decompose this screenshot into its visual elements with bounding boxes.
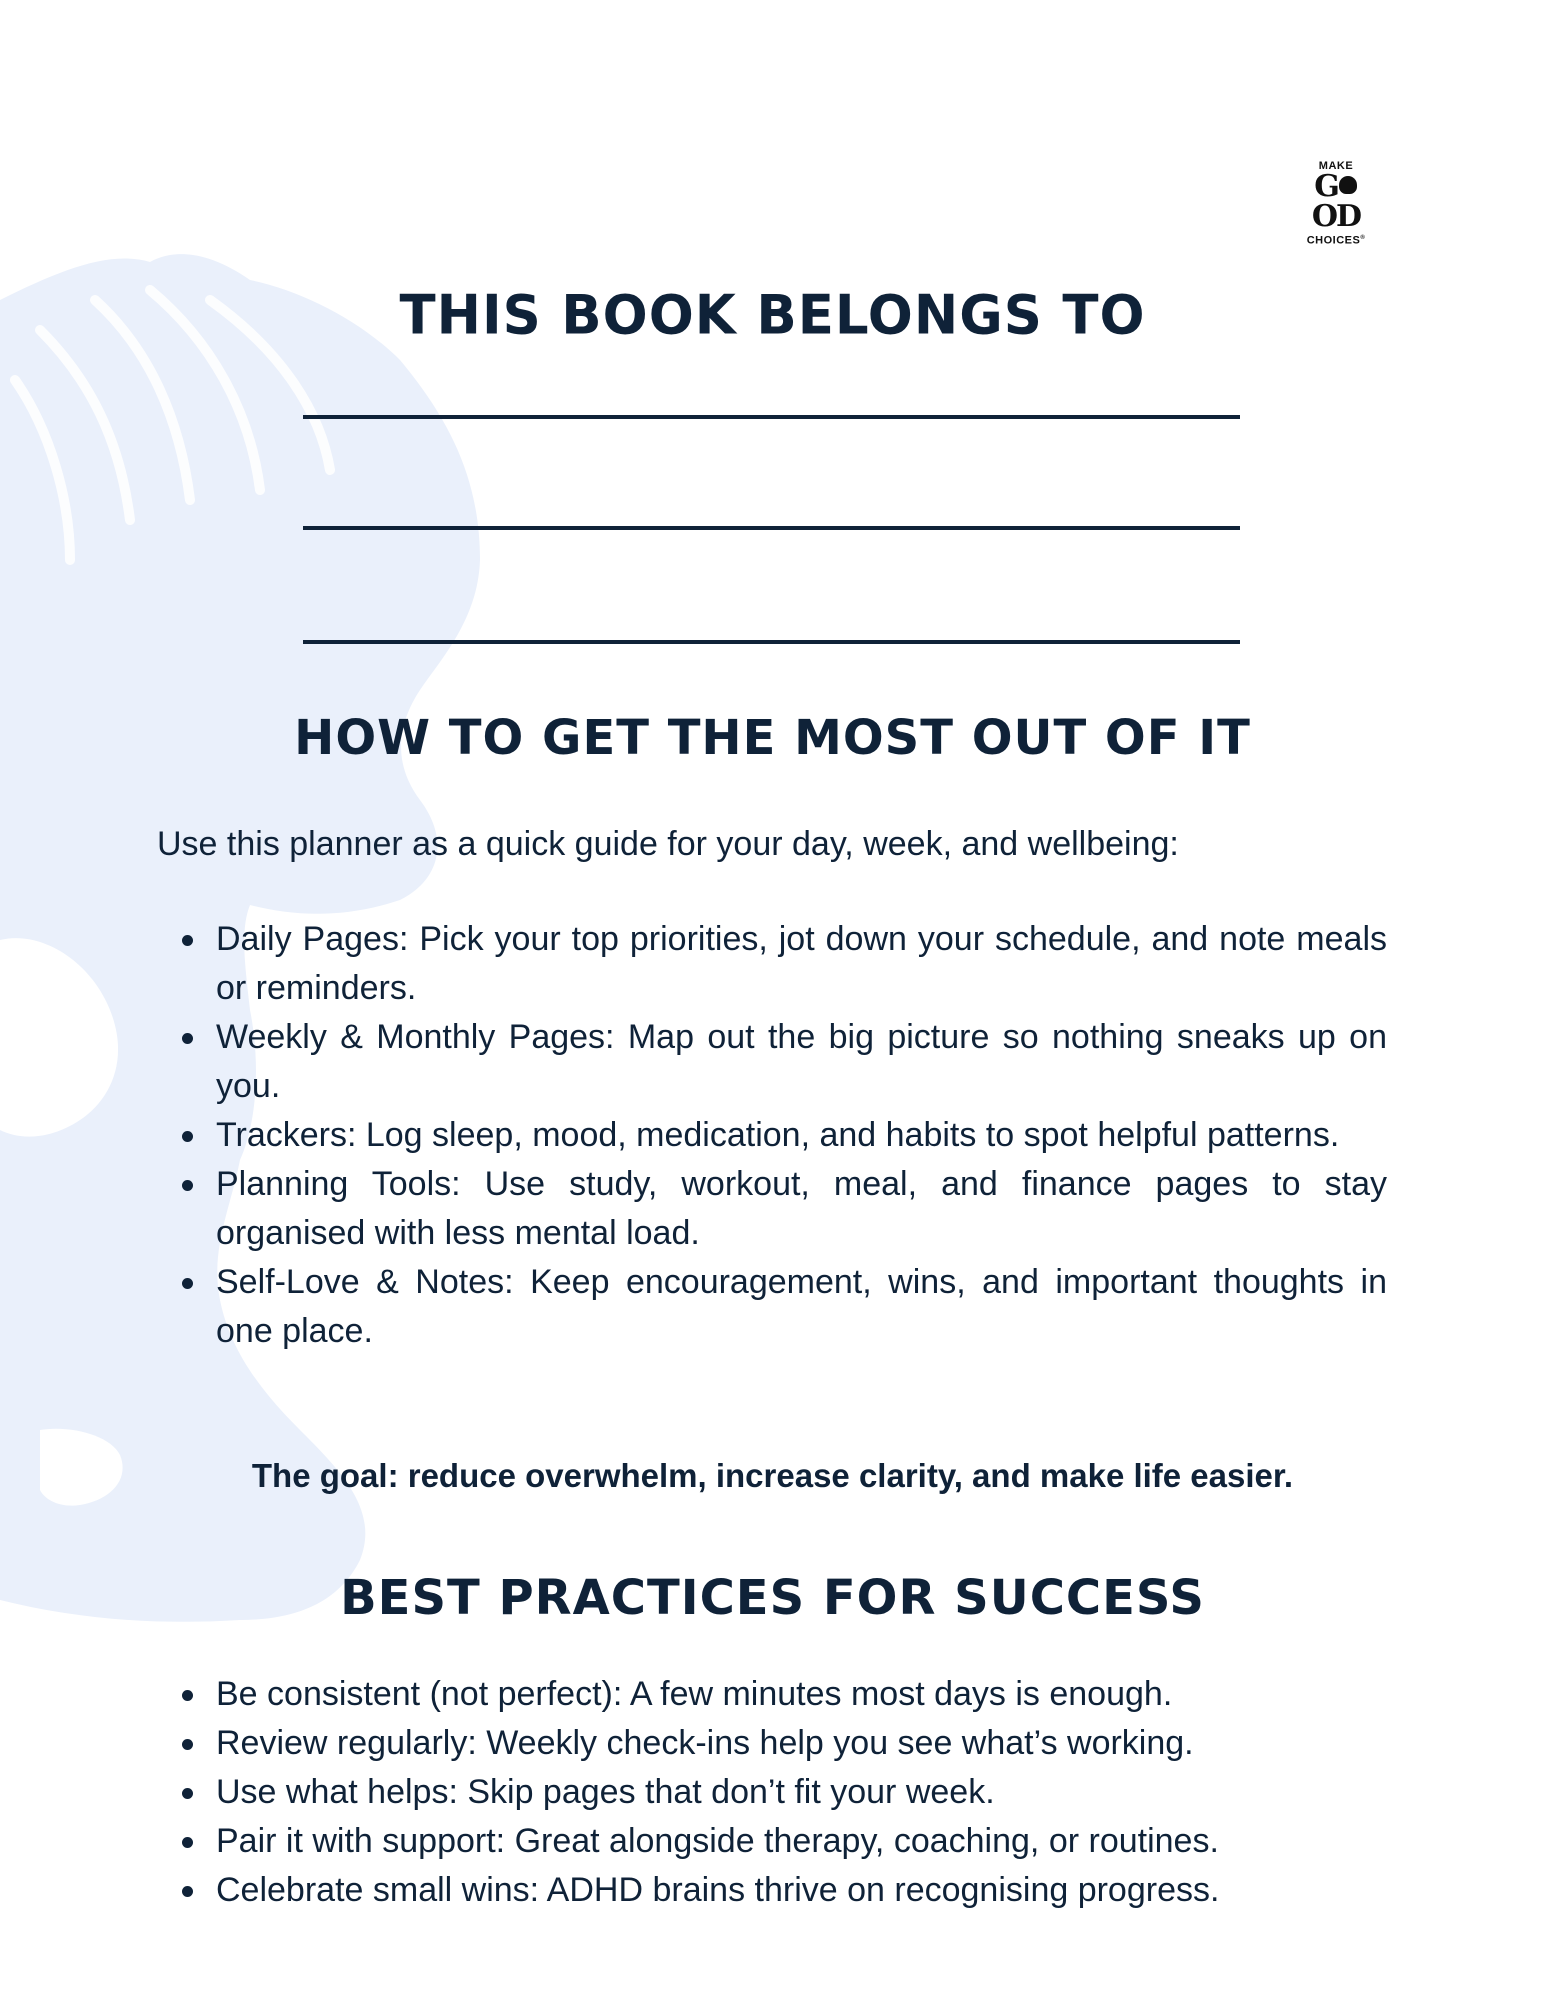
name-write-line [303, 526, 1240, 530]
howto-intro: Use this planner as a quick guide for your day, week, and wellbeing: [157, 825, 1179, 863]
list-item: Planning Tools: Use study, workout, meal, and finance pages to stay organised with less mental load. [157, 1160, 1387, 1258]
list-item: Trackers: Log sleep, mood, medication, and habits to spot helpful patterns. [157, 1111, 1387, 1160]
list-item: Daily Pages: Pick your top priorities, jot down your schedule, and note meals or reminders. [157, 915, 1387, 1013]
best-practices-heading: BEST PRACTICES FOR SUCCESS [340, 1570, 1205, 1626]
list-item: Self-Love & Notes: Keep encouragement, wins, and important thoughts in one place. [157, 1258, 1387, 1356]
list-item: Use what helps: Skip pages that don’t fit your week. [157, 1768, 1387, 1817]
list-item: Pair it with support: Great alongside therapy, coaching, or routines. [157, 1817, 1387, 1866]
name-write-line [303, 415, 1240, 419]
list-item: Review regularly: Weekly check-ins help you see what’s working. [157, 1719, 1387, 1768]
logo-top-text: MAKE [1318, 160, 1354, 172]
howto-heading: HOW TO GET THE MOST OUT OF IT [294, 710, 1251, 766]
name-write-line [303, 640, 1240, 644]
belongs-heading: THIS BOOK BELONGS TO [399, 284, 1146, 347]
howto-list [157, 915, 1387, 1356]
brand-logo [1295, 160, 1377, 247]
logo-face-icon [1339, 176, 1357, 194]
logo-bottom-text: CHOICES® [1306, 234, 1366, 247]
list-item: Celebrate small wins: ADHD brains thrive on recognising progress. [157, 1866, 1387, 1915]
list-item: Weekly & Monthly Pages: Map out the big picture so nothing sneaks up on you. [157, 1013, 1387, 1111]
logo-middle-bottom: OD [1311, 199, 1361, 234]
list-item: Be consistent (not perfect): A few minutes most days is enough. [157, 1670, 1387, 1719]
best-practices-list [157, 1670, 1387, 1915]
logo-middle-top: G [1295, 172, 1377, 202]
goal-statement: The goal: reduce overwhelm, increase clarity, and make life easier. [251, 1457, 1294, 1494]
